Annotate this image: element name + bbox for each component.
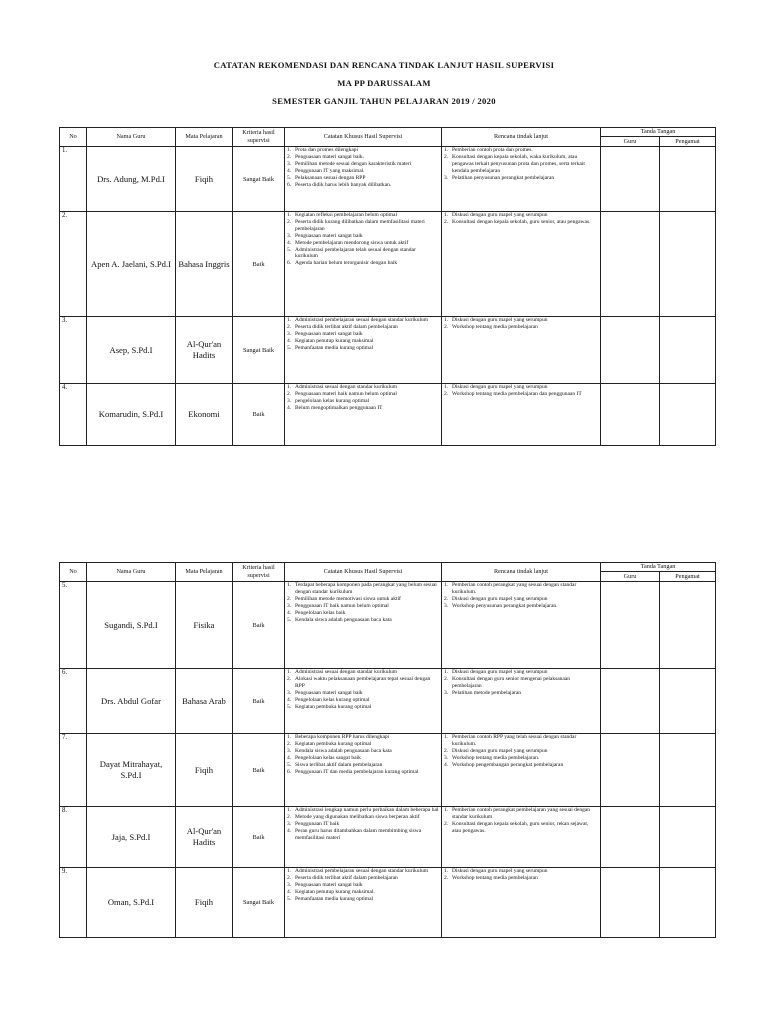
- list-item: 3. Pelatihan metode pembelajaran: [444, 689, 522, 696]
- list-item: 2. Peserta didik terlibat aktif dalam pembelajaran: [287, 874, 398, 881]
- header-mata-pelajaran: Mata Pelajaran: [176, 563, 233, 582]
- list-item: 6. Agenda harian belum terorganisir dengan baik: [287, 260, 398, 267]
- signature-pengamat-cell: [660, 212, 716, 317]
- list-item: 2. Metode yang digunakan melibatkan siswa berperan aktif: [287, 813, 420, 820]
- table-row: [60, 582, 716, 669]
- signature-guru-cell: [601, 582, 660, 669]
- row-number: 8.: [60, 807, 87, 868]
- follow-up-plan: [442, 147, 601, 212]
- table-row: [60, 734, 716, 807]
- subject: Ekonomi: [176, 384, 233, 446]
- signature-pengamat-cell: [660, 384, 716, 446]
- follow-up-plan: [442, 734, 601, 807]
- school-name: MA PP DARUSSALAM: [337, 78, 431, 88]
- list-item: 4. Peran guru harus ditambahkan dalam membimbing siswa memfasilitasi materi: [287, 827, 422, 841]
- list-item: 2. Peserta didik kurang dilibatkan dalam memfasilitasi materi pembelajaran: [287, 218, 425, 232]
- follow-up-plan: [442, 807, 601, 868]
- signature-guru-cell: [601, 384, 660, 446]
- supervision-notes: [285, 734, 442, 807]
- list-item: 5. Siswa terlibat aktif dalam pembelajaran: [287, 761, 383, 768]
- signature-pengamat-cell: [660, 582, 716, 669]
- table-row: [60, 384, 716, 446]
- list-item: 2. Workshop tentang media pembelajaran dan penggunaan IT: [444, 390, 582, 397]
- list-item: 4. Workshop pengembangan perangkat pembelajaran: [444, 761, 564, 768]
- signature-pengamat-cell: [660, 734, 716, 807]
- list-item: 5. Pemanfaatan media kurang optimal: [287, 344, 374, 351]
- subject: Fisika: [176, 582, 233, 669]
- document-title: CATATAN REKOMENDASI DAN RENCANA TINDAK LANJUT HASIL SUPERVISI: [213, 60, 555, 70]
- teacher-name: Dayat Mitrahayat, S.Pd.I: [87, 734, 176, 807]
- header-kriteria: Kriteria hasil supervisi: [233, 128, 285, 147]
- table-row: [60, 807, 716, 868]
- supervision-notes: [285, 317, 442, 384]
- signature-guru-cell: [601, 212, 660, 317]
- supervision-notes: [285, 384, 442, 446]
- list-item: 1. Diskusi dengan guru mapel yang serumpun: [444, 317, 548, 323]
- teacher-name: Drs. Abdul Gofar: [87, 669, 176, 734]
- list-item: 1. Terdapat beberapa komponen pada perangkat yang belum sesuai dengan standar kurikulum: [287, 582, 437, 595]
- row-number: 4.: [60, 384, 87, 446]
- list-item: 2. Diskusi dengan guru mapel yang serumpun: [444, 747, 548, 754]
- list-item: 4. Belum mengoptimalkan penggunaan IT: [287, 404, 383, 411]
- list-item: 1. Diskusi dengan guru mapel yang serumpun: [444, 669, 548, 675]
- header-no: No: [60, 128, 87, 147]
- teacher-name: Komarudin, S.Pd.I: [87, 384, 176, 446]
- teacher-name: Drs. Adung, M.Pd.I: [87, 147, 176, 212]
- header-pengamat: Pengamat: [660, 137, 716, 147]
- follow-up-plan: [442, 212, 601, 317]
- row-number: 6.: [60, 669, 87, 734]
- document-title-block: [0, 56, 768, 110]
- supervision-notes: [285, 147, 442, 212]
- list-item: 1. Administrasi lengkap namun perlu perbaikan dalam beberapa hal: [287, 807, 439, 813]
- table-row: [60, 868, 716, 938]
- table-row: [60, 669, 716, 734]
- list-item: 1. Kegiatan refleksi pembelajaran belum optimal: [287, 212, 398, 218]
- list-item: 4. Metode pembelajaran mendorong siswa untuk aktif: [287, 239, 409, 246]
- signature-pengamat-cell: [660, 669, 716, 734]
- table-row: [60, 147, 716, 212]
- row-number: 2.: [60, 212, 87, 317]
- subject: Al-Qur'an Hadits: [176, 807, 233, 868]
- follow-up-plan: [442, 582, 601, 669]
- list-item: 2. Konsultasi dengan kepala sekolah, guru senior, rekan sejawat, atau pengawas.: [444, 820, 589, 834]
- list-item: 3. Penguasaan materi sangat baik: [287, 330, 363, 337]
- teacher-name: Oman, S.Pd.I: [87, 868, 176, 938]
- list-item: 1. Administrasi pembelajaran sesuai dengan standar kurikulum: [287, 317, 429, 323]
- supervision-criteria: Baik: [233, 582, 285, 669]
- signature-pengamat-cell: [660, 317, 716, 384]
- signature-guru-cell: [601, 669, 660, 734]
- header-rencana: Rencana tindak lanjut: [442, 563, 601, 582]
- list-item: 6. Peserta didik harus lebih banyak dilibatkan.: [287, 181, 392, 188]
- teacher-name: Jaja, S.Pd.I: [87, 807, 176, 868]
- list-item: 1. Diskusi dengan guru mapel yang serumpun: [444, 868, 548, 874]
- list-item: 4. Pengelolaan kelas kurang optimal: [287, 696, 370, 703]
- list-item: 3. Kendala siswa adalah penguasaan baca kata: [287, 747, 392, 754]
- list-item: 1. Administrasi sesuai dengan standar kurikulum: [287, 384, 398, 390]
- supervision-criteria: Baik: [233, 807, 285, 868]
- list-item: 2. Pemilihan metode memotivasi siswa untuk aktif: [287, 595, 401, 602]
- list-item: 3. Penggunaan IT baik namun belum optimal: [287, 602, 389, 609]
- list-item: 3. Pemilihan metode sesuai dengan karakteristik materi: [287, 160, 412, 167]
- follow-up-plan: [442, 384, 601, 446]
- list-item: 3. Workshop penyusunan perangkat pembelajaran.: [444, 602, 558, 609]
- list-item: 5. Pemanfaatan media kurang optimal: [287, 895, 374, 902]
- list-item: 3. Penguasaan materi sangat baik: [287, 689, 363, 696]
- header-guru: Guru: [601, 572, 660, 582]
- row-number: 1.: [60, 147, 87, 212]
- supervision-notes: [285, 212, 442, 317]
- signature-guru-cell: [601, 317, 660, 384]
- list-item: 4. Pengelolaan kelas sangat baik: [287, 754, 361, 761]
- follow-up-plan: [442, 868, 601, 938]
- list-item: 2. Diskusi dengan guru mapel yang serumpun: [444, 595, 548, 602]
- supervision-criteria: Baik: [233, 734, 285, 807]
- supervision-notes: [285, 669, 442, 734]
- supervision-criteria: Baik: [233, 212, 285, 317]
- supervision-criteria: Sangat Baik: [233, 868, 285, 938]
- supervision-notes: [285, 582, 442, 669]
- list-item: 1. Administrasi sesuai dengan standar kurikulum: [287, 669, 398, 675]
- supervision-notes: [285, 868, 442, 938]
- signature-pengamat-cell: [660, 147, 716, 212]
- signature-pengamat-cell: [660, 807, 716, 868]
- list-item: 5. Kendala siswa adalah penguasaan baca kata: [287, 616, 392, 623]
- list-item: 2. Workshop tentang media pembelajaran: [444, 323, 538, 330]
- supervision-criteria: Baik: [233, 669, 285, 734]
- list-item: 6. Penggunaan IT dan media pembelajaran kurang optimal: [287, 768, 419, 775]
- supervision-criteria: Sangat Baik: [233, 147, 285, 212]
- signature-guru-cell: [601, 734, 660, 807]
- list-item: 5. Pelaksanaan sesuai dengan RPP: [287, 174, 366, 181]
- list-item: 1. Pemberian contoh prota dan promes.: [444, 147, 533, 153]
- signature-guru-cell: [601, 147, 660, 212]
- list-item: 1. Prota dan promes dilengkapi: [287, 147, 359, 153]
- subject: Fiqih: [176, 868, 233, 938]
- teacher-name: Asep, S.Pd.I: [87, 317, 176, 384]
- subject: Al-Qur'an Hadits: [176, 317, 233, 384]
- semester-line: SEMESTER GANJIL TAHUN PELAJARAN 2019 / 2020: [272, 96, 496, 106]
- header-guru: Guru: [601, 137, 660, 147]
- list-item: 1. Diskusi dengan guru mapel yang serumpun: [444, 384, 548, 390]
- header-tanda-tangan: Tanda Tangan: [601, 563, 716, 572]
- list-item: 3. Penguasaan materi sangat baik: [287, 881, 363, 888]
- header-mata-pelajaran: Mata Pelajaran: [176, 128, 233, 147]
- subject: Fiqih: [176, 147, 233, 212]
- list-item: 2. Konsultasi dengan kepala sekolah, waka kurikulum, atau pengawas terkait penyusunan prota dan promes, serta terkait kendala pembelajaran: [444, 153, 585, 174]
- list-item: 2. Konsultasi dengan guru senior mengenai pelaksanaan pembelajaran: [444, 675, 571, 689]
- header-catatan: Catatan Khusus Hasil Supervisi: [285, 563, 442, 582]
- header-nama-guru: Nama Guru: [87, 128, 176, 147]
- teacher-name: Apen A. Jaelani, S.Pd.I: [87, 212, 176, 317]
- list-item: 2. Kegiatan pembuka kurang optimal: [287, 740, 372, 747]
- header-rencana: Rencana tindak lanjut: [442, 128, 601, 147]
- header-pengamat: Pengamat: [660, 572, 716, 582]
- header-catatan: Catatan Khusus Hasil Supervisi: [285, 128, 442, 147]
- list-item: 4. Kegiatan penutup kurang maksimal.: [287, 888, 375, 895]
- row-number: 5.: [60, 582, 87, 669]
- list-item: 5. Administrasi pembelajaran telah sesuai dengan standar kurikulum: [287, 246, 416, 260]
- supervision-notes: [285, 807, 442, 868]
- subject: Fiqih: [176, 734, 233, 807]
- list-item: 2. Workshop tentang media pembelajaran: [444, 874, 538, 881]
- header-tanda-tangan: Tanda Tangan: [601, 128, 716, 137]
- row-number: 7.: [60, 734, 87, 807]
- list-item: 1. Administrasi pembelajaran sesuai dengan standar kurikulum: [287, 868, 429, 874]
- signature-guru-cell: [601, 807, 660, 868]
- header-kriteria: Kriteria hasil supervisi: [233, 563, 285, 582]
- list-item: 2. Penguasaan materi sangat baik.: [287, 153, 365, 160]
- follow-up-plan: [442, 669, 601, 734]
- list-item: 1. Pemberian contoh RPP yang telah sesuai dengan standar kurikulum.: [444, 734, 577, 747]
- supervision-table-page-2: [59, 562, 716, 938]
- list-item: 2. Peserta didik terlibat aktif dalam pembelajaran: [287, 323, 398, 330]
- supervision-criteria: Baik: [233, 384, 285, 446]
- list-item: 4. Penggunaan IT yang maksimal.: [287, 167, 365, 174]
- supervision-criteria: Sangat Baik: [233, 317, 285, 384]
- subject: Bahasa Inggris: [176, 212, 233, 317]
- supervision-table-page-1: [59, 127, 716, 446]
- list-item: 2. Konsultasi dengan kepala sekolah, guru senior, atau pengawas.: [444, 218, 591, 225]
- list-item: 5. Kegiatan pembuka kurang optimal: [287, 703, 372, 710]
- row-number: 9.: [60, 868, 87, 938]
- list-item: 1. Pemberian contoh perangkat pembelajaran yang sesuai dengan standar kurikulum: [444, 807, 591, 820]
- list-item: 1. Beberapa komponen RPP harus dilengkapi: [287, 734, 390, 740]
- list-item: 4. Kegiatan penutup kurang maksimal: [287, 337, 374, 344]
- list-item: 3. Penguasaan materi sangat baik: [287, 232, 363, 239]
- list-item: 3. Pelatihan penyusunan perangkat pembelajaran: [444, 174, 555, 181]
- follow-up-plan: [442, 317, 601, 384]
- teacher-name: Sugandi, S.Pd.I: [87, 582, 176, 669]
- list-item: 3. Workshop tentang media pembelajaran.: [444, 754, 540, 761]
- list-item: 2. Alokasi waktu pelaksanaan pembelajaran tepat sesuai dengan RPP: [287, 675, 431, 689]
- table-row: [60, 317, 716, 384]
- signature-pengamat-cell: [660, 868, 716, 938]
- signature-guru-cell: [601, 868, 660, 938]
- row-number: 3.: [60, 317, 87, 384]
- subject: Bahasa Arab: [176, 669, 233, 734]
- list-item: 4. Pengelolaan kelas baik: [287, 609, 346, 616]
- table-row: [60, 212, 716, 317]
- list-item: 1. Diskusi dengan guru mapel yang serumpun: [444, 212, 548, 218]
- list-item: 3. pengelolaan kelas kurang optimal: [287, 397, 370, 404]
- header-no: No: [60, 563, 87, 582]
- header-nama-guru: Nama Guru: [87, 563, 176, 582]
- list-item: 3. Penggunaan IT baik: [287, 820, 340, 827]
- list-item: 2. Penguasaan materi baik namun belum optimal: [287, 390, 397, 397]
- list-item: 1. Pemberian contoh perangkat yang sesuai dengan standar kurikulum.: [444, 582, 577, 595]
